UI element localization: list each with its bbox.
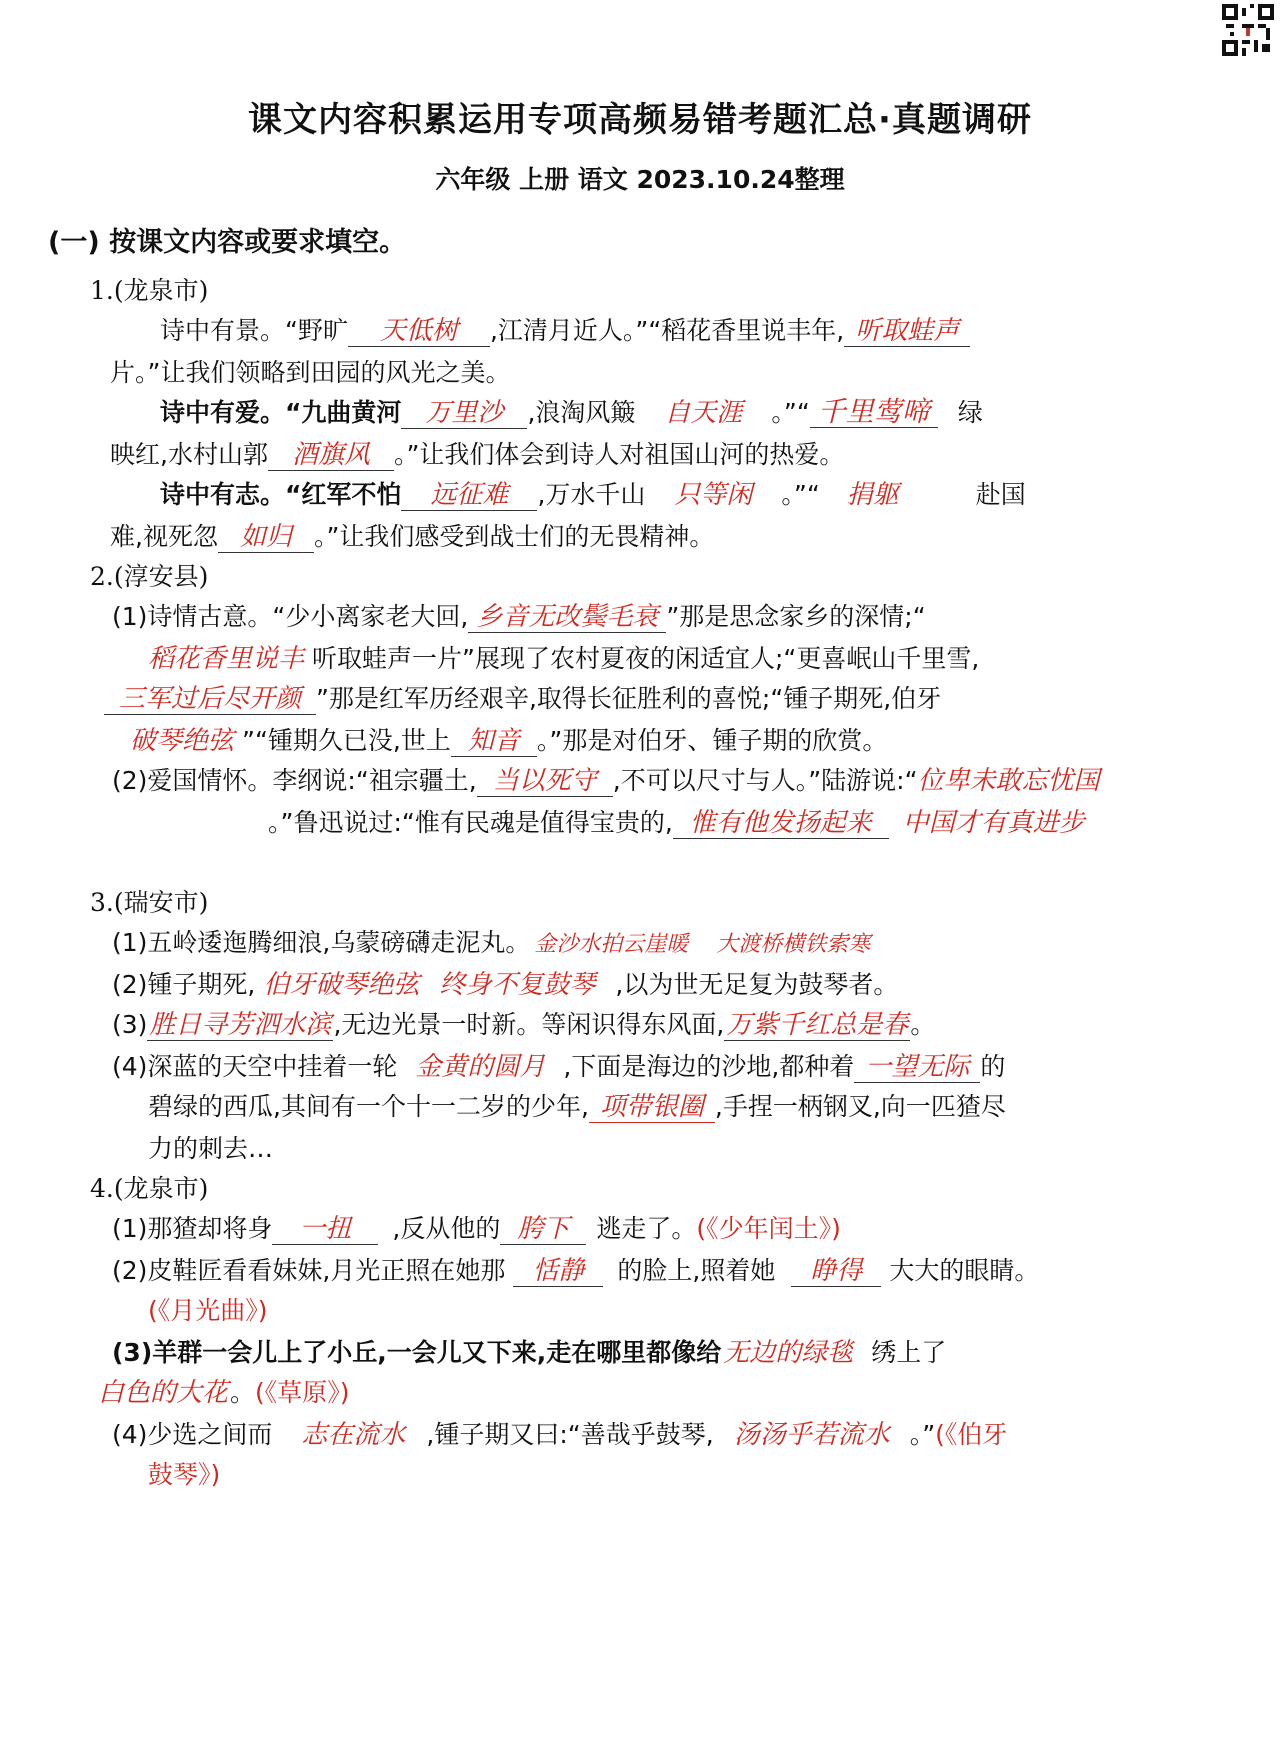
answer-blank[interactable]: 万里沙 — [401, 398, 527, 429]
question-label: 4.(龙泉市) — [90, 1174, 209, 1203]
text-line: 片。”让我们领略到田园的风光之美。 — [110, 358, 511, 387]
qr-code-icon — [1222, 4, 1274, 56]
source-title: (《伯牙 — [935, 1420, 1008, 1449]
answer-blank[interactable]: 白色的大花 — [98, 1378, 229, 1408]
text-line: (1)五岭逶迤腾细浪,乌蒙磅礴走泥丸。 金沙水拍云崖暖 大渡桥横铁索寒 — [112, 926, 874, 960]
text-line: (3)胜日寻芳泗水滨,无边光景一时新。等闲识得东风面,万紫千红总是春。 — [112, 1010, 936, 1040]
answer-blank[interactable]: 恬静 — [513, 1256, 603, 1287]
text-line: 三军过后尽开颜 ”那是红军历经艰辛,取得长征胜利的喜悦;“锺子期死,伯牙 — [104, 682, 941, 716]
text-line: 破琴绝弦 ”“锺期久已没,世上 知音 。”那是对伯牙、锺子期的欣赏。 — [122, 724, 887, 758]
answer-blank[interactable]: 一扭 — [272, 1214, 378, 1245]
text-line: 稻花香里说丰 听取蛙声一片”展现了农村夏夜的闲适宜人;“更喜岷山千里雪, — [140, 642, 979, 676]
text-line: (2)爱国情怀。李纲说:“祖宗疆土, 当以死守 ,不可以尺寸与人。”陆游说:“位卑未敢忘忧国 — [112, 766, 1100, 796]
answer-blank[interactable]: 项带银圈 — [589, 1092, 715, 1123]
answer-blank[interactable]: 胜日寻芳泗水滨 — [149, 1010, 332, 1040]
answer-blank[interactable]: 位卑未敢忘忧国 — [917, 766, 1100, 796]
source-title: 鼓琴》) — [148, 1460, 221, 1489]
question-label: 2.(淳安县) — [90, 562, 209, 591]
answer-blank[interactable]: 三军过后尽开颜 — [104, 684, 316, 715]
source-title: (《月光曲》) — [148, 1296, 268, 1325]
text-line: (2)皮鞋匠看看妹妹,月光正照在她那 恬静 的脸上,照着她 睁得 大大的眼睛。 — [112, 1256, 1040, 1286]
answer-blank[interactable]: 志在流水 — [301, 1420, 406, 1450]
text-line: 碧绿的西瓜,其间有一个十一二岁的少年, 项带银圈 ,手捏一柄钢叉,向一匹猹尽 — [148, 1092, 1006, 1122]
answer-blank[interactable]: 天低树 — [348, 316, 490, 347]
answer-blank[interactable]: 乡音无改鬓毛衰 — [468, 602, 666, 633]
question-label: 1.(龙泉市) — [90, 276, 209, 305]
answer-blank[interactable]: 汤汤乎若流水 — [733, 1420, 890, 1450]
text-line: (4)深蓝的天空中挂着一轮 金黄的圆月 ,下面是海边的沙地,都种着 一望无际 的 — [112, 1052, 1006, 1082]
answer-blank[interactable]: 睁得 — [791, 1256, 881, 1287]
answer-blank[interactable]: 自天涯 — [664, 398, 743, 428]
answer-blank[interactable]: 无边的绿毯 — [723, 1338, 854, 1368]
answer-blank[interactable]: 金沙水拍云崖暖 — [534, 932, 689, 957]
answer-blank[interactable]: 破琴绝弦 — [130, 726, 235, 756]
answer-blank[interactable]: 千里莺啼 — [810, 397, 938, 428]
answer-blank[interactable]: 捐躯 — [846, 480, 899, 510]
answer-blank[interactable]: 中国才有真进步 — [902, 808, 1085, 838]
text-line: (1)那猹却将身 一扭 ,反从他的 胯下 逃走了。(《少年闰土》) — [112, 1214, 841, 1244]
answer-blank[interactable]: 惟有他发扬起来 — [673, 808, 889, 839]
answer-blank[interactable]: 一望无际 — [854, 1052, 980, 1083]
text-line: (2)锺子期死, 伯牙破琴绝弦 终身不复鼓琴 ,以为世无足复为鼓琴者。 — [112, 970, 899, 1000]
answer-blank[interactable]: 金黄的圆月 — [415, 1052, 546, 1082]
answer-blank[interactable]: 伯牙破琴绝弦 — [263, 970, 420, 1000]
text-line: 白色的大花。(《草原》) — [98, 1378, 350, 1408]
text-line: 难,视死忽 如归 。”让我们感受到战士们的无畏精神。 — [110, 522, 715, 552]
answer-blank[interactable]: 如归 — [218, 522, 314, 553]
question-label: 3.(瑞安市) — [90, 888, 209, 917]
answer-blank[interactable]: 听取蛙声 — [844, 316, 970, 347]
source-title: (《少年闰土》) — [696, 1214, 841, 1243]
text-line: 映红,水村山郭 酒旗风 。”让我们体会到诗人对祖国山河的热爱。 — [110, 440, 845, 470]
answer-blank[interactable]: 胯下 — [500, 1214, 586, 1245]
page-subtitle: 六年级 上册 语文 2023.10.24整理 — [435, 165, 845, 194]
text-line: (4)少选之间而 志在流水 ,锺子期又曰:“善哉乎鼓琴, 汤汤乎若流水 。”(《伯牙 — [112, 1420, 1008, 1450]
source-title: (《草原》) — [255, 1378, 350, 1407]
answer-blank[interactable]: 终身不复鼓琴 — [439, 970, 596, 1000]
answer-blank[interactable]: 远征难 — [401, 480, 537, 511]
answer-blank[interactable]: 当以死守 — [477, 766, 613, 797]
answer-blank[interactable]: 大渡桥横铁索寒 — [716, 932, 871, 957]
text-line: 诗中有景。“野旷 天低树 ,江清月近人。”“稻花香里说丰年, 听取蛙声 — [160, 314, 970, 348]
page-title: 课文内容积累运用专项高频易错考题汇总·真题调研 — [248, 100, 1032, 140]
answer-blank[interactable]: 稻花香里说丰 — [148, 644, 305, 674]
answer-blank[interactable]: 只等闲 — [674, 480, 753, 510]
answer-blank[interactable]: 万紫千红总是春 — [726, 1010, 909, 1040]
answer-blank[interactable]: 知音 — [451, 726, 537, 757]
text-line: (3)羊群一会儿上了小丘,一会儿又下来,走在哪里都像给无边的绿毯 绣上了 — [112, 1338, 947, 1368]
text-line: 。”鲁迅说过:“惟有民魂是值得宝贵的, 惟有他发扬起来 中国才有真进步 — [268, 806, 1093, 840]
answer-blank[interactable]: 酒旗风 — [268, 440, 394, 471]
text-line: (1)诗情古意。“少小离家老大回, 乡音无改鬓毛衰 ”那是思念家乡的深情;“ — [112, 602, 926, 632]
text-line: 诗中有志。“红军不怕 远征难 ,万水千山 只等闲 。”“ 捐躯 赴国 — [160, 480, 1026, 510]
section-heading: (一) 按课文内容或要求填空。 — [48, 227, 407, 258]
text-line: 力的刺去… — [148, 1134, 274, 1163]
text-line: 诗中有爱。“九曲黄河 万里沙 ,浪淘风簸 自天涯 。”“ 千里莺啼 绿 — [160, 395, 983, 428]
